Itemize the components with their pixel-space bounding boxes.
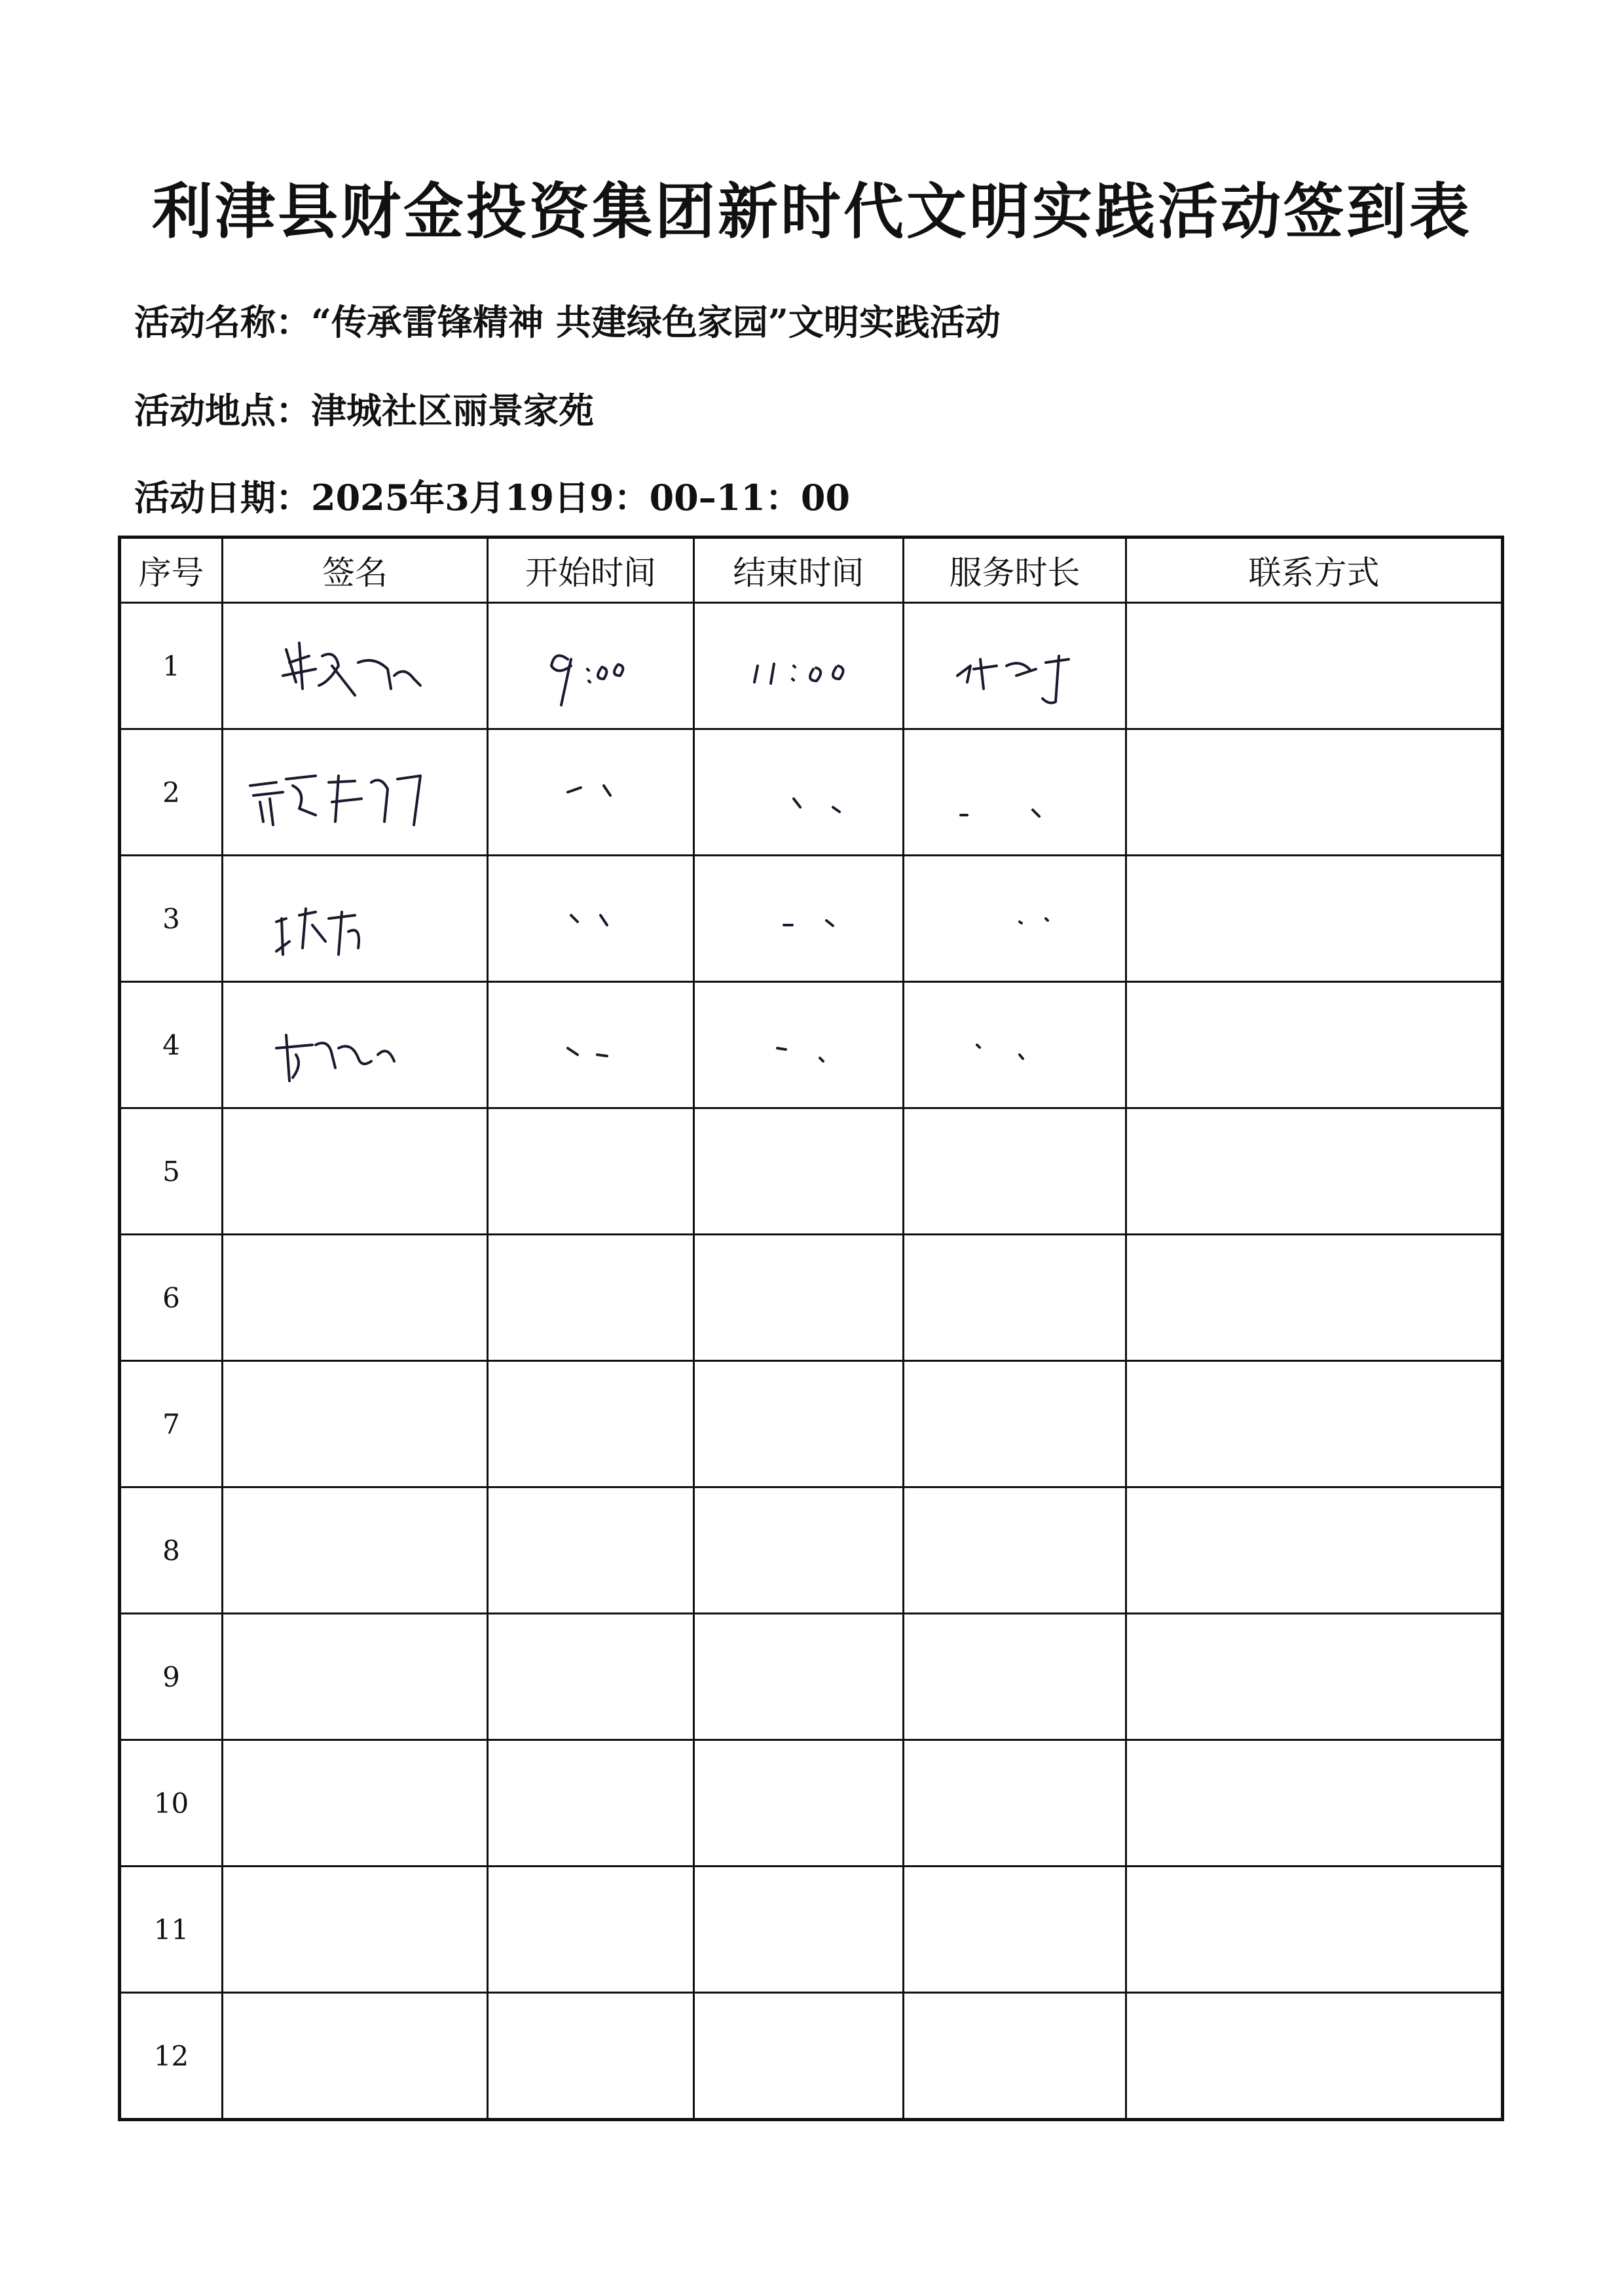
handwritten-signature bbox=[223, 730, 487, 854]
table-row bbox=[120, 729, 1503, 856]
table-row bbox=[120, 1361, 1503, 1487]
end-time-cell bbox=[694, 1867, 904, 1993]
header-end-time: 结束时间 bbox=[694, 538, 904, 603]
handwritten-start-time bbox=[489, 604, 693, 728]
row-number: 9 bbox=[120, 1614, 223, 1740]
activity-date-label: 活动日期： bbox=[134, 477, 311, 519]
contact-cell bbox=[1126, 1867, 1503, 1993]
start-time-cell bbox=[488, 1993, 694, 2120]
contact-cell bbox=[1126, 1487, 1503, 1614]
start-time-cell bbox=[488, 729, 694, 856]
signature-cell bbox=[223, 603, 488, 729]
contact-cell bbox=[1126, 729, 1503, 856]
signature-cell bbox=[223, 1235, 488, 1361]
signature-cell bbox=[223, 1487, 488, 1614]
handwritten-signature bbox=[223, 856, 487, 981]
end-time-cell bbox=[694, 1993, 904, 2120]
end-time-cell bbox=[694, 1361, 904, 1487]
page-title: 利津县财金投资集团新时代文明实践活动签到表 bbox=[151, 176, 1472, 247]
end-time-cell bbox=[694, 1108, 904, 1235]
duration-cell bbox=[904, 729, 1126, 856]
table-row bbox=[120, 1487, 1503, 1614]
activity-location-label: 活动地点： bbox=[134, 390, 311, 431]
contact-cell bbox=[1126, 1108, 1503, 1235]
handwritten-ditto-start bbox=[489, 730, 693, 854]
row-number: 7 bbox=[120, 1361, 223, 1487]
duration-cell bbox=[904, 982, 1126, 1108]
start-time-cell bbox=[488, 1361, 694, 1487]
row-number: 5 bbox=[120, 1108, 223, 1235]
header-duration: 服务时长 bbox=[904, 538, 1126, 603]
contact-cell bbox=[1126, 1361, 1503, 1487]
row-number: 6 bbox=[120, 1235, 223, 1361]
handwritten-ditto-start bbox=[489, 983, 693, 1107]
header-contact: 联系方式 bbox=[1126, 538, 1503, 603]
table-row bbox=[120, 1993, 1503, 2120]
start-time-cell bbox=[488, 1235, 694, 1361]
end-time-cell bbox=[694, 982, 904, 1108]
header-signature: 签名 bbox=[223, 538, 488, 603]
start-time-cell bbox=[488, 1108, 694, 1235]
header-no: 序号 bbox=[120, 538, 223, 603]
row-number: 4 bbox=[120, 982, 223, 1108]
end-time-cell bbox=[694, 1740, 904, 1867]
end-time-cell bbox=[694, 603, 904, 729]
row-number: 10 bbox=[120, 1740, 223, 1867]
row-number: 8 bbox=[120, 1487, 223, 1614]
start-time-cell bbox=[488, 603, 694, 729]
duration-cell bbox=[904, 1993, 1126, 2120]
contact-cell bbox=[1126, 1235, 1503, 1361]
row-number: 3 bbox=[120, 856, 223, 982]
duration-cell bbox=[904, 603, 1126, 729]
activity-name-label: 活动名称： bbox=[134, 301, 311, 343]
activity-name-value: “传承雷锋精神 共建绿色家园”文明实践活动 bbox=[311, 301, 1001, 343]
signature-cell bbox=[223, 1108, 488, 1235]
table-row bbox=[120, 856, 1503, 982]
row-number: 12 bbox=[120, 1993, 223, 2120]
duration-cell bbox=[904, 1361, 1126, 1487]
signature-cell bbox=[223, 1361, 488, 1487]
handwritten-ditto-end bbox=[695, 983, 902, 1107]
signature-cell bbox=[223, 1740, 488, 1867]
signature-cell bbox=[223, 729, 488, 856]
end-time-cell bbox=[694, 856, 904, 982]
contact-cell bbox=[1126, 1740, 1503, 1867]
handwritten-ditto-end bbox=[695, 730, 902, 854]
signature-cell bbox=[223, 1867, 488, 1993]
signature-cell bbox=[223, 856, 488, 982]
activity-date-value: 2025年3月19日9：00–11：00 bbox=[311, 477, 851, 519]
duration-cell bbox=[904, 1740, 1126, 1867]
handwritten-ditto-duration bbox=[904, 856, 1125, 981]
start-time-cell bbox=[488, 1740, 694, 1867]
contact-cell bbox=[1126, 1614, 1503, 1740]
signature-cell bbox=[223, 1993, 488, 2120]
activity-name-line bbox=[134, 295, 1001, 345]
start-time-cell bbox=[488, 1614, 694, 1740]
table-row bbox=[120, 1867, 1503, 1993]
activity-location-line bbox=[134, 383, 594, 433]
row-number: 1 bbox=[120, 603, 223, 729]
header-start-time: 开始时间 bbox=[488, 538, 694, 603]
handwritten-end-time bbox=[695, 604, 902, 728]
end-time-cell bbox=[694, 1235, 904, 1361]
duration-cell bbox=[904, 856, 1126, 982]
start-time-cell bbox=[488, 1867, 694, 1993]
handwritten-ditto-start bbox=[489, 856, 693, 981]
handwritten-signature bbox=[223, 604, 487, 728]
row-number: 2 bbox=[120, 729, 223, 856]
handwritten-duration bbox=[904, 604, 1125, 728]
signature-cell bbox=[223, 982, 488, 1108]
duration-cell bbox=[904, 1235, 1126, 1361]
end-time-cell bbox=[694, 1487, 904, 1614]
end-time-cell bbox=[694, 1614, 904, 1740]
contact-cell bbox=[1126, 856, 1503, 982]
duration-cell bbox=[904, 1867, 1126, 1993]
signin-table bbox=[118, 536, 1504, 2121]
row-number: 11 bbox=[120, 1867, 223, 1993]
duration-cell bbox=[904, 1487, 1126, 1614]
table-row bbox=[120, 982, 1503, 1108]
end-time-cell bbox=[694, 729, 904, 856]
duration-cell bbox=[904, 1614, 1126, 1740]
handwritten-signature bbox=[223, 983, 487, 1107]
duration-cell bbox=[904, 1108, 1126, 1235]
table-row bbox=[120, 1108, 1503, 1235]
signature-cell bbox=[223, 1614, 488, 1740]
handwritten-ditto-end bbox=[695, 856, 902, 981]
contact-cell bbox=[1126, 982, 1503, 1108]
activity-location-value: 津城社区丽景家苑 bbox=[311, 390, 594, 431]
table-header-row bbox=[120, 538, 1503, 603]
table-row bbox=[120, 1614, 1503, 1740]
contact-cell bbox=[1126, 603, 1503, 729]
contact-cell bbox=[1126, 1993, 1503, 2120]
start-time-cell bbox=[488, 1487, 694, 1614]
handwritten-ditto-duration bbox=[904, 983, 1125, 1107]
handwritten-ditto-duration bbox=[904, 730, 1125, 854]
start-time-cell bbox=[488, 982, 694, 1108]
table-row bbox=[120, 603, 1503, 729]
activity-date-line bbox=[134, 470, 850, 520]
start-time-cell bbox=[488, 856, 694, 982]
table-row bbox=[120, 1235, 1503, 1361]
table-row bbox=[120, 1740, 1503, 1867]
